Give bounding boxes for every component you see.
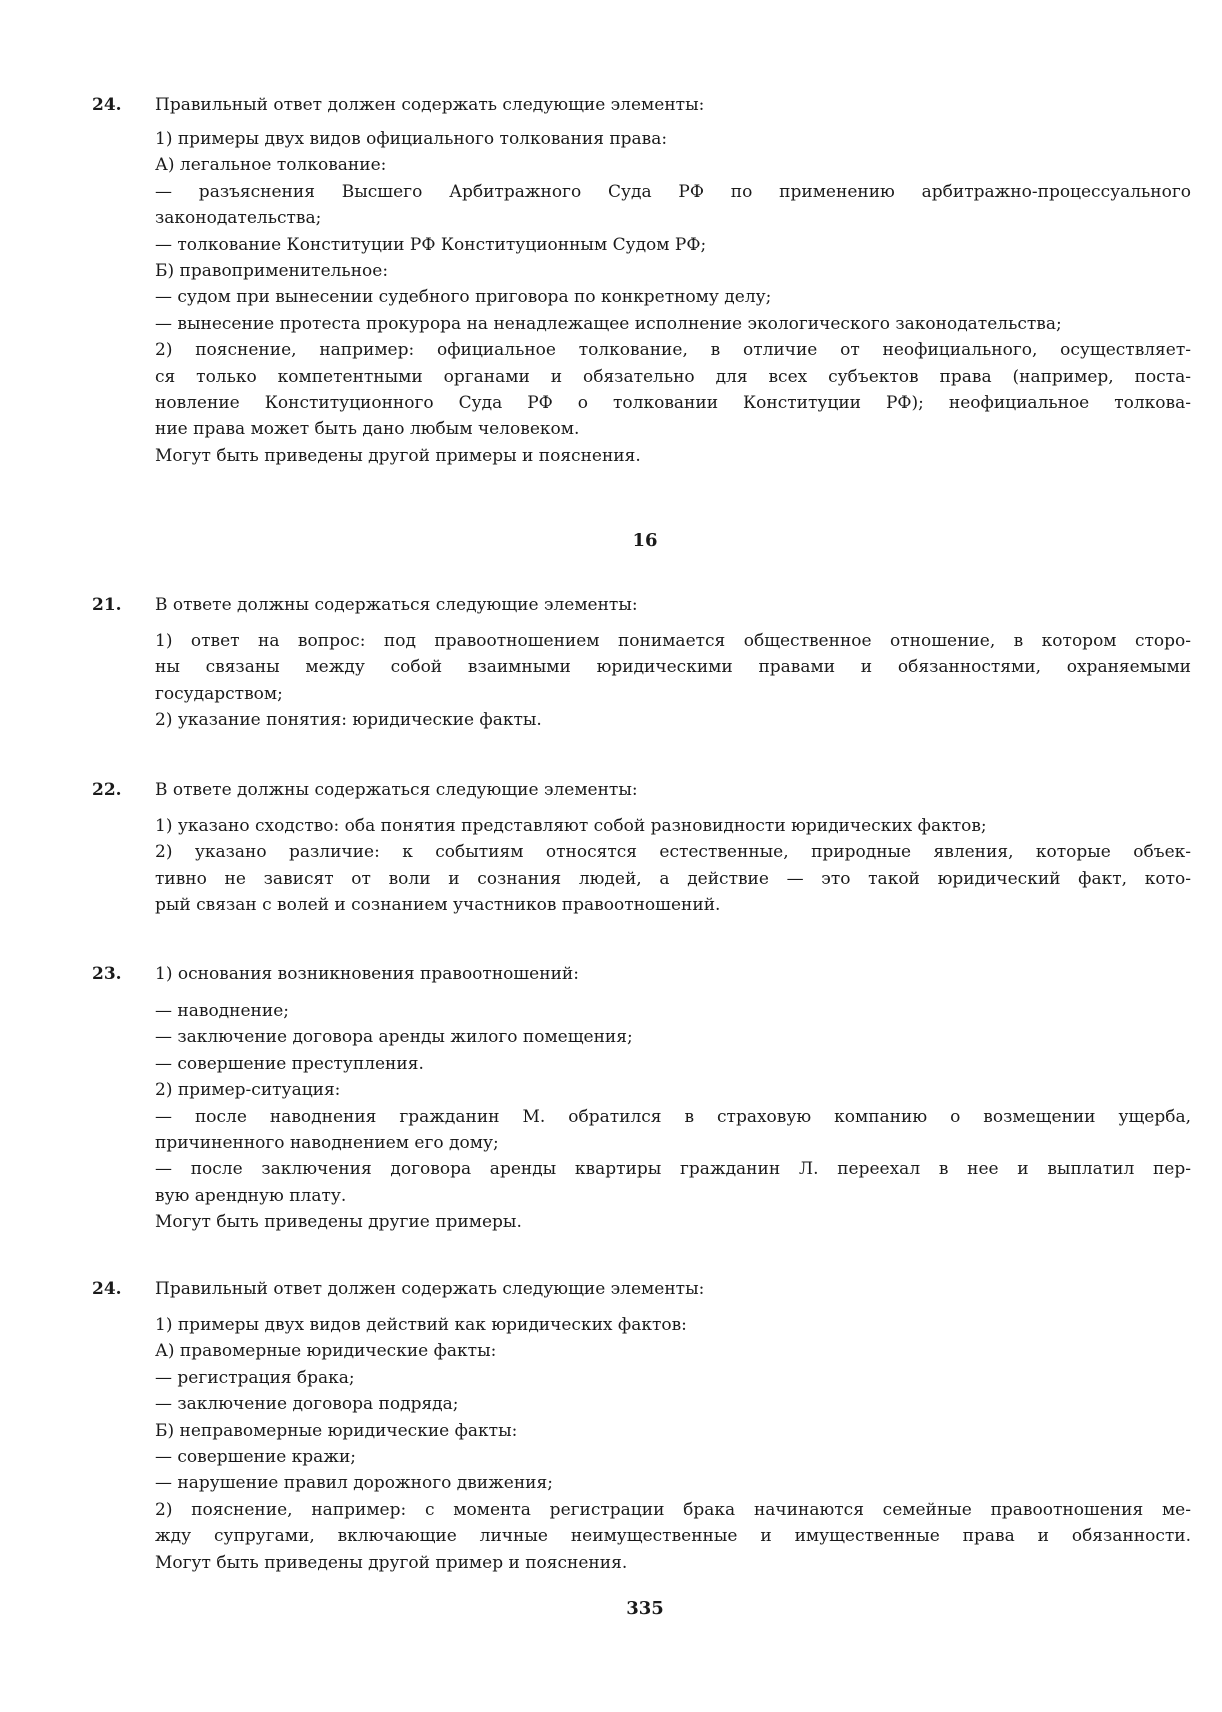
answer-line: 2) пояснение, например: с момента регистрации брака начинаются семейные правоотношения ме- xyxy=(155,1499,1191,1520)
answer-line: 2) пример-ситуация: xyxy=(155,1080,341,1101)
task-number: 21. xyxy=(92,595,122,615)
answer-line: — разъяснения Высшего Арбитражного Суда РФ по применению арбитражно-процессуального xyxy=(155,181,1191,202)
section-number: 16 xyxy=(632,530,658,551)
answer-line: ние права может быть дано любым человеком. xyxy=(155,419,580,440)
answer-line: ны связаны между собой взаимными юридическими правами и обязанностями, охраняемыми xyxy=(155,657,1191,678)
answer-body xyxy=(155,1312,1191,1576)
answer-line: жду супругами, включающие личные неимущественные и имущественные права и обязанности. xyxy=(155,1526,1191,1547)
answer-line: 2) пояснение, например: официальное толкование, в отличие от неофициального, осуществляет- xyxy=(155,340,1191,361)
answer-line: — заключение договора подряда; xyxy=(155,1394,459,1415)
answer-line: причиненного наводнением его дому; xyxy=(155,1132,499,1153)
answer-line: — совершение кражи; xyxy=(155,1446,357,1467)
task-number: 23. xyxy=(92,964,122,984)
answer-line: — толкование Конституции РФ Конституционным Судом РФ; xyxy=(155,234,707,255)
answer-line: А) правомерные юридические факты: xyxy=(155,1341,497,1362)
answer-line: 2) указано различие: к событиям относятся естественные, природные явления, которые объек- xyxy=(155,842,1191,863)
answer-line: 1) примеры двух видов действий как юридических фактов: xyxy=(155,1315,687,1335)
answer-line: 2) указание понятия: юридические факты. xyxy=(155,710,542,731)
task-heading: 1) основания возникновения правоотношений: xyxy=(155,964,579,984)
task-heading: Правильный ответ должен содержать следующие элементы: xyxy=(155,95,705,115)
answer-line: 1) примеры двух видов официального толкования права: xyxy=(155,129,668,149)
answer-line: тивно не зависят от воли и сознания людей, а действие — это такой юридический факт, кото- xyxy=(155,868,1191,889)
task-heading: Правильный ответ должен содержать следующие элементы: xyxy=(155,1279,705,1299)
answer-body xyxy=(155,628,1191,734)
answer-line: — регистрация брака; xyxy=(155,1367,355,1388)
answer-line: 1) указано сходство: оба понятия представляют собой разновидности юридических фактов; xyxy=(155,816,987,836)
task-number: 24. xyxy=(92,1279,122,1299)
task-number: 22. xyxy=(92,780,122,800)
answer-line: новление Конституционного Суда РФ о толковании Конституции РФ); неофициальное толкова- xyxy=(155,392,1191,413)
answer-line: Б) неправомерные юридические факты: xyxy=(155,1420,518,1441)
answer-line: Могут быть приведены другой примеры и пояснения. xyxy=(155,445,641,466)
answer-body xyxy=(155,998,1191,1236)
answer-line: — совершение преступления. xyxy=(155,1053,424,1074)
answer-line: ся только компетентными органами и обязательно для всех субъектов права (например, поста- xyxy=(155,366,1191,387)
answer-line: — после наводнения гражданин М. обратился в страховую компанию о возмещении ущерба, xyxy=(155,1106,1191,1127)
answer-line: А) легальное толкование: xyxy=(155,155,387,176)
answer-line: рый связан с волей и сознанием участников правоотношений. xyxy=(155,895,721,916)
answer-line: Б) правоприменительное: xyxy=(155,260,389,281)
answer-line: Могут быть приведены другие примеры. xyxy=(155,1212,522,1233)
answer-line: — после заключения договора аренды квартиры гражданин Л. переехал в нее и выплатил пер- xyxy=(155,1159,1191,1180)
answer-line: — нарушение правил дорожного движения; xyxy=(155,1473,553,1494)
answer-line: вую арендную плату. xyxy=(155,1185,347,1206)
answer-line: 1) ответ на вопрос: под правоотношением понимается общественное отношение, в котором сторо- xyxy=(155,631,1191,651)
page-number: 335 xyxy=(626,1598,664,1619)
answer-body xyxy=(155,813,1191,919)
answer-line: законодательства; xyxy=(155,208,322,229)
answer-line: — вынесение протеста прокурора на ненадлежащее исполнение экологического законодательства; xyxy=(155,313,1062,334)
answer-line: — судом при вынесении судебного приговора по конкретному делу; xyxy=(155,287,772,308)
answer-body xyxy=(155,126,1191,469)
answer-line: Могут быть приведены другой пример и пояснения. xyxy=(155,1552,628,1573)
answer-line: — наводнение; xyxy=(155,1001,289,1021)
answer-line: государством; xyxy=(155,683,283,704)
task-heading: В ответе должны содержаться следующие элементы: xyxy=(155,780,638,800)
task-number: 24. xyxy=(92,95,122,115)
task-heading: В ответе должны содержаться следующие элементы: xyxy=(155,595,638,615)
answer-line: — заключение договора аренды жилого помещения; xyxy=(155,1027,633,1048)
